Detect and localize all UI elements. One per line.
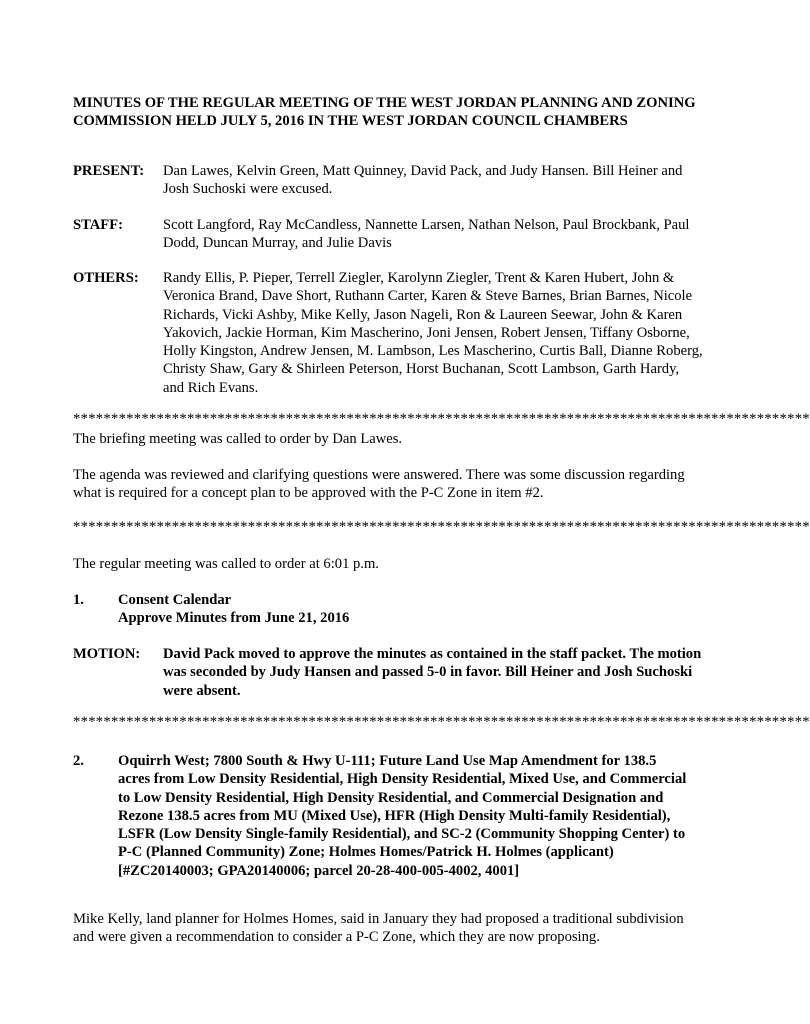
staff-row — [73, 216, 703, 256]
separator-line: ************************************************************************************************* — [73, 714, 810, 730]
item1-subheading: Approve Minutes from June 21, 2016 — [118, 610, 350, 626]
staff-value: Scott Langford, Ray McCandless, Nannette Larsen, Nathan Nelson, Paul Brockbank, Paul Dodd, Duncan Murray, and Julie Davis — [163, 217, 690, 252]
present-label: PRESENT: — [73, 163, 145, 179]
others-value: Randy Ellis, P. Pieper, Terrell Ziegler, Karolynn Ziegler, Trent & Karen Hubert, John & Veronica Brand, Dave Short, Ruthann Carter, Karen & Steve Barnes, Brian Barnes, Nicole Richards, Vicki Ashby, Mike Kelly, Jason Nageli, Ron & Laureen Seewar, John & Karen Yakovich, Jackie Horman, Kim Mascherino, Joni Jensen, Robert Jensen, Tiffany Osborne, Holly Kingston, Andrew Jensen, M. Lambson, Les Mascherino, Curtis Ball, Dianne Roberg, Christy Shaw, Gary & Shirleen Peterson, Horst Buchanan, Scott Lambson, Garth Hardy, and Rich Evans. — [163, 270, 703, 396]
present-row — [73, 162, 703, 202]
briefing-called-text: The briefing meeting was called to order by Dan Lawes. — [73, 431, 403, 447]
others-label: OTHERS: — [73, 270, 139, 286]
item1-heading: Consent Calendar — [118, 592, 232, 608]
separator-line: ************************************************************************************************* — [73, 519, 810, 535]
briefing-agenda-text: The agenda was reviewed and clarifying questions were answered. There was some discussion regarding what is required for a concept plan to be approved with the P-C Zone in item #2. — [73, 467, 685, 502]
motion-row — [73, 645, 703, 703]
motion-text: David Pack moved to approve the minutes as contained in the staff packet. The motion was seconded by Judy Hansen and passed 5-0 in favor. Bill Heiner and Josh Suchoski were absent. — [163, 646, 702, 699]
page-title: MINUTES OF THE REGULAR MEETING OF THE WEST JORDAN PLANNING AND ZONING COMMISSION HELD JULY 5, 2016 IN THE WEST JORDAN COUNCIL CHAMBERS — [73, 95, 696, 129]
motion-label: MOTION: — [73, 646, 141, 662]
item1-number: 1. — [73, 592, 84, 608]
item2-number: 2. — [73, 753, 84, 769]
staff-label: STAFF: — [73, 217, 123, 233]
regular-called-text: The regular meeting was called to order at 6:01 p.m. — [73, 556, 379, 572]
present-value: Dan Lawes, Kelvin Green, Matt Quinney, David Pack, and Judy Hansen. Bill Heiner and Josh Suchoski were excused. — [163, 163, 683, 198]
item2-heading: Oquirrh West; 7800 South & Hwy U-111; Future Land Use Map Amendment for 138.5 acres from Low Density Residential, High Density Residential, Mixed Use, and Commercial to Low Density Residential, High Density Residential, and Commercial Designation and Rezone 138.5 acres from MU (Mixed Use), HFR (High Density Multi-family Residential), LSFR (Low Density Single-family Residential), and SC-2 (Community Shopping Center) to P-C (Planned Community) Zone; Holmes Homes/Patrick H. Holmes (applicant) [#ZC20140003; GPA20140006; parcel 20-28-400-005-4002, 4001] — [118, 753, 687, 879]
item2-discussion-text: Mike Kelly, land planner for Holmes Homes, said in January they had proposed a traditional subdivision and were given a recommendation to consider a P-C Zone, which they are now proposing. — [73, 911, 684, 946]
separator-line: ************************************************************************************************* — [73, 411, 810, 427]
others-row — [73, 269, 703, 399]
